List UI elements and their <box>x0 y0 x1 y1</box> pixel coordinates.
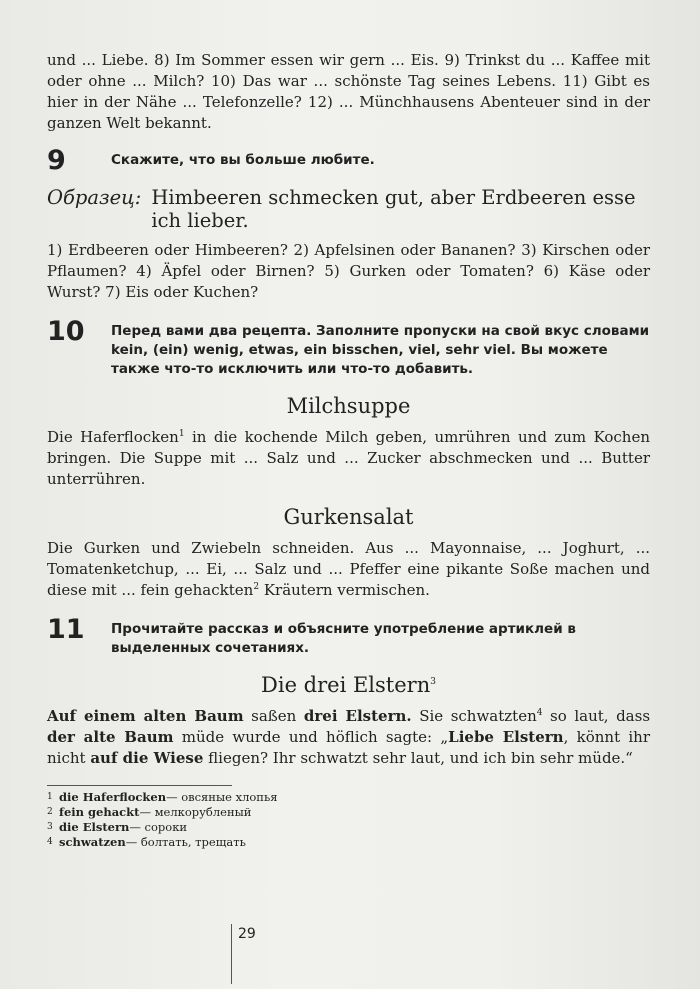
highlighted-phrase: drei Elstern. <box>303 707 412 725</box>
exercise-number: 9 <box>47 145 66 176</box>
footnote-definition: — болтать, трещать <box>125 835 246 849</box>
footnote-ref: 2 <box>253 582 260 592</box>
footnote-number: 3 <box>47 822 53 832</box>
text-run: saßen <box>243 707 304 725</box>
story-title-text: Die drei Elstern <box>261 673 431 697</box>
highlighted-phrase: auf die Wiese <box>90 749 204 767</box>
footnote-term: die Elstern <box>59 820 130 834</box>
text-run: Die Gurken und Zwiebeln schneiden. Aus ... Mayonnaise, ... Joghurt, ... Tomatenketchup, ... Ei, ... Salz und ... Pfeffer eine pikante Soße machen und diese mit ... fein gehackten <box>47 539 650 599</box>
footnote <box>47 790 650 805</box>
intro-paragraph: und ... Liebe. 8) Im Sommer essen wir gern ... Eis. 9) Trinkst du ... Kaffee mit oder ohne ... Milch? 10) Das war ... schönste Tag seines Lebens. 11) Gibt es hier in der Nähe ... Telefonzelle? 12) ... Münchhausens Abenteuer sind in der ganzen Welt bekannt. <box>47 51 650 132</box>
exercise-11-header <box>47 615 650 658</box>
page-content <box>47 50 650 850</box>
exercise-instruction: Скажите, что вы больше любите. <box>111 152 375 168</box>
footnote-number: 1 <box>47 792 53 802</box>
sample-text: Himbeeren schmecken gut, aber Erdbeeren esse ich lieber. <box>151 186 636 232</box>
exercise-9-tasks: 1) Erdbeeren oder Himbeeren? 2) Apfelsinen oder Bananen? 3) Kirschen oder Pflaumen? 4) Äpfel oder Birnen? 5) Gurken oder Tomaten? 6) Käse oder Wurst? 7) Eis oder Kuchen? <box>47 241 650 301</box>
footnote-term: die Haferflocken <box>59 790 167 804</box>
footnote <box>47 805 650 820</box>
story-title <box>47 672 650 698</box>
footnote-divider <box>47 785 232 786</box>
text-run: Die Haferflocken <box>47 428 179 446</box>
text-run: in die kochende Milch geben, umrühren und zum Kochen bringen. Die Suppe mit ... Salz und ... Zucker abschmecken und ... Butter unterrühren. <box>47 428 650 488</box>
footnote-ref: 3 <box>430 677 436 687</box>
recipe-text <box>47 538 650 601</box>
page-number-divider <box>231 924 232 984</box>
exercise-9-header <box>47 146 650 176</box>
text-run: so laut, dass <box>542 707 651 725</box>
footnote-definition: — сороки <box>129 820 188 834</box>
footnote-definition: — мелкорубленый <box>139 805 252 819</box>
recipe-title: Milchsuppe <box>286 394 411 418</box>
recipe-text <box>47 427 650 490</box>
footnote-number: 2 <box>47 807 53 817</box>
text-run: Kräutern vermischen. <box>259 581 430 599</box>
exercise-number: 11 <box>47 614 85 645</box>
page-number: 29 <box>238 926 256 942</box>
exercise-instruction: Перед вами два рецепта. Заполните пропуски на свой вкус словами kein, (ein) wenig, etwas, ein bisschen, viel, sehr viel. Вы можете также что-то исключить или что-то добавить. <box>111 323 650 377</box>
text-run: fliegen? Ihr schwatzt sehr laut, und ich bin sehr müde.“ <box>203 749 633 767</box>
highlighted-phrase: der alte Baum <box>47 728 174 746</box>
exercise-instruction: Прочитайте рассказ и объясните употребление артиклей в выделенных сочетаниях. <box>111 621 576 656</box>
footnote-term: fein gehackt <box>59 805 140 819</box>
footnote-number: 4 <box>47 837 53 847</box>
footnote-ref: 4 <box>536 708 543 718</box>
story-text <box>47 706 650 769</box>
footnote-ref: 1 <box>178 429 185 439</box>
text-run: müde wurde und höflich sagte: „ <box>173 728 449 746</box>
footnote <box>47 835 650 850</box>
sample-block <box>47 186 650 232</box>
text-run: Sie schwatzten <box>411 707 537 725</box>
exercise-number: 10 <box>47 316 85 347</box>
footnote-definition: — овсяные хлопья <box>166 790 278 804</box>
highlighted-phrase: Liebe Elstern <box>448 728 564 746</box>
footnotes <box>47 790 650 850</box>
recipe-title: Gurkensalat <box>283 505 414 529</box>
footnote-term: schwatzen <box>59 835 126 849</box>
footnote <box>47 820 650 835</box>
text-run: , könnt ihr nicht <box>47 728 651 767</box>
sample-label: Образец: <box>47 186 142 209</box>
exercise-10-header <box>47 317 650 379</box>
highlighted-phrase: Auf einem alten Baum <box>47 707 244 725</box>
